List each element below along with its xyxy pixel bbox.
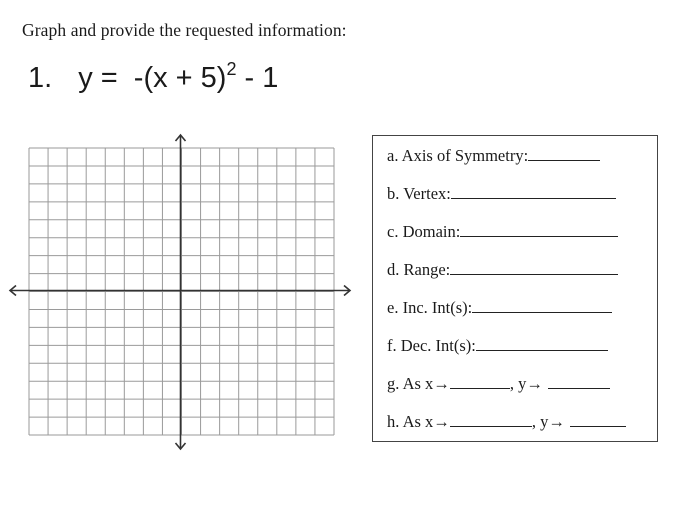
question-a-label: a. Axis of Symmetry: <box>387 146 529 165</box>
question-b-label: b. Vertex: <box>387 184 451 203</box>
answer-box <box>372 135 658 442</box>
answer-blank-a[interactable] <box>528 159 600 161</box>
question-increasing-intervals <box>387 298 612 318</box>
answer-blank-f[interactable] <box>476 349 608 351</box>
question-g-mid: , y→ <box>509 374 543 393</box>
answer-blank-g2[interactable] <box>548 387 610 389</box>
question-h-label: h. As x→ <box>387 412 450 431</box>
question-h-mid: , y→ <box>531 412 565 431</box>
question-range <box>387 260 618 280</box>
question-end-behavior-g <box>387 374 610 394</box>
question-c-label: c. Domain: <box>387 222 461 241</box>
question-f-label: f. Dec. Int(s): <box>387 336 476 355</box>
question-end-behavior-h <box>387 412 626 432</box>
question-g-label: g. As x→ <box>387 374 450 393</box>
equation-lhs: y = -(x + 5) <box>78 62 227 94</box>
question-decreasing-intervals <box>387 336 608 356</box>
equation-exponent: 2 <box>226 59 237 79</box>
question-vertex <box>387 184 616 204</box>
answer-blank-c[interactable] <box>460 235 618 237</box>
instruction-text: Graph and provide the requested information: <box>22 20 347 40</box>
equation-rhs: - 1 <box>236 62 279 94</box>
question-e-label: e. Inc. Int(s): <box>387 298 473 317</box>
answer-blank-h1[interactable] <box>450 425 532 427</box>
problem-number: 1. <box>28 62 53 94</box>
question-domain <box>387 222 618 242</box>
answer-blank-b[interactable] <box>451 197 616 199</box>
question-axis-of-symmetry <box>387 146 600 166</box>
answer-blank-g1[interactable] <box>450 387 510 389</box>
question-d-label: d. Range: <box>387 260 451 279</box>
answer-blank-h2[interactable] <box>570 425 626 427</box>
answer-blank-e[interactable] <box>472 311 612 313</box>
answer-blank-d[interactable] <box>450 273 618 275</box>
